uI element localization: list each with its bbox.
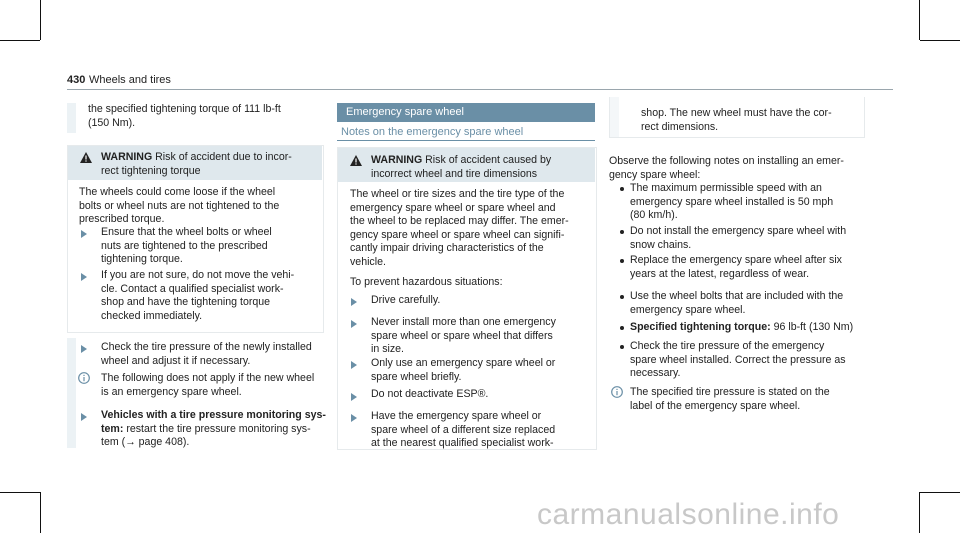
crop-mark: [0, 40, 40, 41]
step-arrow-icon: [81, 230, 87, 238]
intro-text: the specified tightening torque of 111 lb-ft (150 Nm).: [88, 103, 281, 129]
warning-body: The wheels could come loose if the wheel bolts or wheel nuts are not tightened to the prescribed torque.: [79, 186, 280, 226]
warning-step: If you are not sure, do not move the vehi- cle. Contact a qualified specialist work- shop and have the tightening torque checked immediately.: [101, 269, 295, 322]
note-text: The specified tire pressure is stated on the label of the emergency spare wheel.: [630, 386, 830, 412]
prevent-text: To prevent hazardous situations:: [350, 276, 503, 288]
subheading: Notes on the emergency spare wheel: [341, 126, 524, 138]
bullet: [620, 230, 624, 234]
step-arrow-icon: [351, 393, 357, 401]
crop-mark: [40, 0, 41, 40]
warning-step: Have the emergency spare wheel or spare wheel of a different size replaced at the nearest qualified specialist work-: [371, 410, 556, 450]
warning-title: WARNING Risk of accident due to incor- rect tightening torque: [101, 151, 292, 177]
crop-mark: [40, 492, 41, 533]
warning-body: The wheel or tire sizes and the tire type of the emergency spare wheel or spare wheel and the wheel to be replaced may differ. The emer- gency spare wheel or spare wheel can signifi- cantly impair driving characteristics of the vehicle.: [350, 188, 569, 268]
bullet: [620, 326, 624, 330]
section-banner-title: Emergency spare wheel: [346, 106, 465, 118]
list-item-torque: Specified tightening torque: 96 lb-ft (130 Nm): [630, 321, 854, 333]
crop-mark: [920, 492, 960, 493]
step-arrow-icon: [351, 320, 357, 328]
continued-panel: [610, 97, 619, 137]
list-item: Do not install the emergency spare wheel with snow chains.: [630, 225, 847, 251]
list-item: Replace the emergency spare wheel after six years at the latest, regardless of wear.: [630, 254, 842, 280]
bullet: [620, 345, 624, 349]
list-item: Use the wheel bolts that are included with the emergency spare wheel.: [630, 290, 844, 316]
warning-step: Only use an emergency spare wheel or spare wheel briefly.: [371, 357, 556, 383]
info-icon: [78, 372, 90, 384]
warning-triangle-icon: [80, 152, 92, 163]
subheading-rule: [337, 140, 595, 141]
list-item: The maximum permissible speed with an emergency spare wheel installed is 50 mph (80 km/h).: [630, 182, 834, 222]
warning-step: Do not deactivate ESP®.: [371, 388, 489, 400]
crop-mark: [919, 0, 920, 40]
bullet: [620, 187, 624, 191]
warning-label: WARNING: [101, 151, 153, 163]
page-number: 430: [67, 74, 86, 86]
step-arrow-icon: [351, 414, 357, 422]
warning-step: Drive carefully.: [371, 294, 441, 306]
step-panel: [67, 338, 76, 448]
crop-mark: [920, 40, 960, 41]
bullet: [620, 295, 624, 299]
warning-step: Ensure that the wheel bolts or wheel nuts are tightened to the prescribed tightening torque.: [101, 226, 272, 266]
bullet: [620, 259, 624, 263]
warning-title: WARNING Risk of accident caused by incorrect wheel and tire dimensions: [371, 154, 552, 180]
watermark: carmanualsonline.info: [537, 498, 840, 531]
observe-text: Observe the following notes on installing an emer- gency spare wheel:: [609, 155, 844, 181]
warning-step: Never install more than one emergency spare wheel or spare wheel that differs in size.: [371, 316, 556, 356]
step-tpms: Vehicles with a tire pressure monitoring sys- tem: restart the tire pressure monitoring sys- tem (→ page 408).: [101, 409, 326, 449]
step-arrow-icon: [351, 361, 357, 369]
continued-panel: [67, 103, 76, 133]
step-check-pressure: Check the tire pressure of the newly installed wheel and adjust it if necessary.: [101, 341, 312, 367]
warning-label: WARNING: [371, 154, 423, 166]
step-arrow-icon: [81, 345, 87, 353]
page-reference-link[interactable]: tem (→ page 408).: [101, 436, 190, 449]
info-icon: [611, 386, 623, 398]
note-text: The following does not apply if the new wheel is an emergency spare wheel.: [101, 372, 315, 398]
warning-triangle-icon: [350, 155, 362, 166]
section-title: Wheels and tires: [89, 74, 171, 86]
step-arrow-icon: [351, 298, 357, 306]
crop-mark: [0, 492, 40, 493]
list-item: Check the tire pressure of the emergency spare wheel installed. Correct the pressure as necessary.: [630, 340, 846, 380]
crop-mark: [919, 492, 920, 533]
header-rule: [67, 89, 893, 90]
step-arrow-icon: [81, 273, 87, 281]
continued-text: shop. The new wheel must have the cor- rect dimensions.: [641, 107, 832, 133]
step-arrow-icon: [81, 413, 87, 421]
